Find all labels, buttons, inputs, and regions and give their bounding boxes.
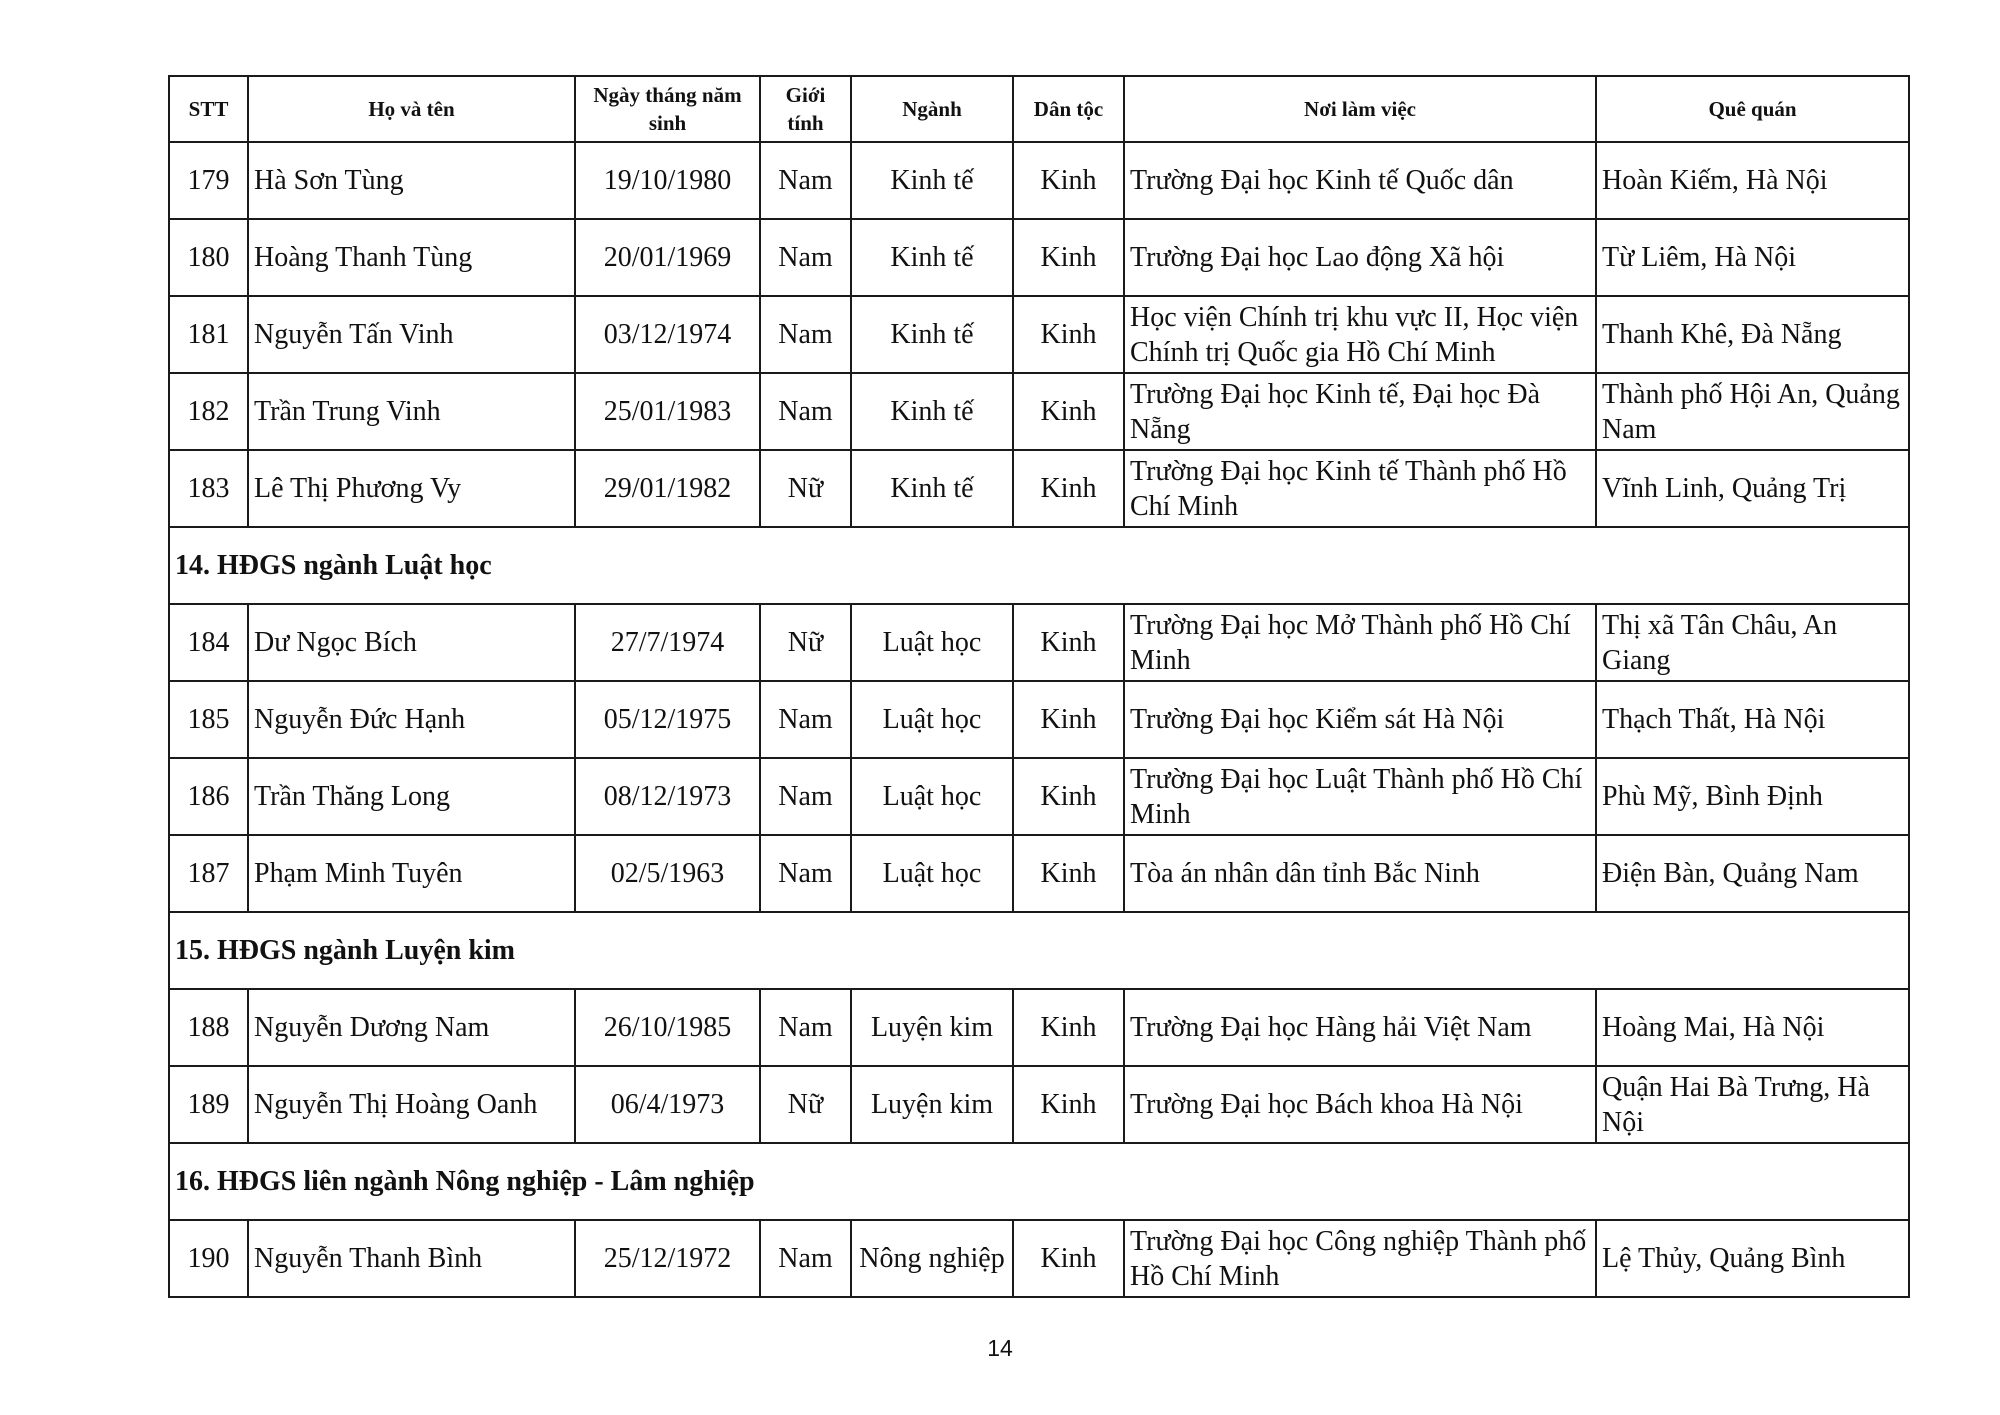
cell-field: Luật học [851,681,1013,758]
cell-name: Nguyễn Thị Hoàng Oanh [248,1066,575,1143]
cell-hometown: Hoàng Mai, Hà Nội [1596,989,1909,1066]
cell-workplace: Trường Đại học Mở Thành phố Hồ Chí Minh [1124,604,1596,681]
cell-ethnicity: Kinh [1013,758,1124,835]
cell-field: Luyện kim [851,1066,1013,1143]
header-stt: STT [169,76,248,142]
cell-dob: 25/01/1983 [575,373,760,450]
cell-field: Luật học [851,604,1013,681]
cell-gender: Nam [760,835,851,912]
cell-field: Kinh tế [851,373,1013,450]
cell-gender: Nam [760,758,851,835]
cell-dob: 25/12/1972 [575,1220,760,1297]
cell-hometown: Thạch Thất, Hà Nội [1596,681,1909,758]
cell-field: Kinh tế [851,142,1013,219]
cell-hometown: Thanh Khê, Đà Nẵng [1596,296,1909,373]
cell-field: Kinh tế [851,296,1013,373]
header-field: Ngành [851,76,1013,142]
cell-dob: 06/4/1973 [575,1066,760,1143]
table-row [169,681,1909,758]
cell-field: Nông nghiệp [851,1220,1013,1297]
section-title: 16. HĐGS liên ngành Nông nghiệp - Lâm nghiệp [169,1143,1909,1220]
cell-dob: 20/01/1969 [575,219,760,296]
cell-workplace: Trường Đại học Hàng hải Việt Nam [1124,989,1596,1066]
cell-name: Nguyễn Thanh Bình [248,1220,575,1297]
cell-ethnicity: Kinh [1013,681,1124,758]
cell-dob: 26/10/1985 [575,989,760,1066]
cell-name: Phạm Minh Tuyên [248,835,575,912]
header-workplace: Nơi làm việc [1124,76,1596,142]
header-hometown: Quê quán [1596,76,1909,142]
cell-stt: 182 [169,373,248,450]
cell-hometown: Lệ Thủy, Quảng Bình [1596,1220,1909,1297]
cell-name: Nguyễn Tấn Vinh [248,296,575,373]
cell-dob: 08/12/1973 [575,758,760,835]
cell-field: Luật học [851,758,1013,835]
table-row [169,219,1909,296]
table-row [169,1066,1909,1143]
cell-ethnicity: Kinh [1013,373,1124,450]
header-dob: Ngày tháng năm sinh [575,76,760,142]
section-title: 14. HĐGS ngành Luật học [169,527,1909,604]
cell-ethnicity: Kinh [1013,835,1124,912]
cell-hometown: Phù Mỹ, Bình Định [1596,758,1909,835]
table-row [169,450,1909,527]
cell-hometown: Quận Hai Bà Trưng, Hà Nội [1596,1066,1909,1143]
cell-dob: 19/10/1980 [575,142,760,219]
table-row [169,373,1909,450]
cell-ethnicity: Kinh [1013,1220,1124,1297]
cell-dob: 29/01/1982 [575,450,760,527]
cell-gender: Nam [760,681,851,758]
cell-stt: 184 [169,604,248,681]
header-ethnicity: Dân tộc [1013,76,1124,142]
page-number: 14 [987,1335,1013,1361]
section-header-row [169,1143,1909,1220]
cell-dob: 02/5/1963 [575,835,760,912]
cell-stt: 183 [169,450,248,527]
cell-ethnicity: Kinh [1013,1066,1124,1143]
cell-stt: 185 [169,681,248,758]
cell-field: Kinh tế [851,219,1013,296]
cell-field: Luật học [851,835,1013,912]
cell-gender: Nam [760,296,851,373]
header-name: Họ và tên [248,76,575,142]
cell-dob: 05/12/1975 [575,681,760,758]
cell-stt: 181 [169,296,248,373]
cell-workplace: Trường Đại học Kinh tế Quốc dân [1124,142,1596,219]
section-title: 15. HĐGS ngành Luyện kim [169,912,1909,989]
cell-name: Trần Trung Vinh [248,373,575,450]
table-header-row [169,76,1909,142]
cell-gender: Nữ [760,1066,851,1143]
cell-workplace: Trường Đại học Công nghiệp Thành phố Hồ Chí Minh [1124,1220,1596,1297]
cell-hometown: Hoàn Kiếm, Hà Nội [1596,142,1909,219]
cell-ethnicity: Kinh [1013,450,1124,527]
cell-hometown: Vĩnh Linh, Quảng Trị [1596,450,1909,527]
cell-workplace: Trường Đại học Luật Thành phố Hồ Chí Minh [1124,758,1596,835]
header-gender: Giới tính [760,76,851,142]
cell-stt: 189 [169,1066,248,1143]
table-row [169,604,1909,681]
cell-stt: 187 [169,835,248,912]
cell-workplace: Tòa án nhân dân tỉnh Bắc Ninh [1124,835,1596,912]
member-table [168,75,1910,1298]
cell-name: Lê Thị Phương Vy [248,450,575,527]
cell-name: Nguyễn Đức Hạnh [248,681,575,758]
cell-workplace: Trường Đại học Kinh tế, Đại học Đà Nẵng [1124,373,1596,450]
cell-hometown: Điện Bàn, Quảng Nam [1596,835,1909,912]
table-row [169,296,1909,373]
cell-ethnicity: Kinh [1013,989,1124,1066]
cell-ethnicity: Kinh [1013,604,1124,681]
cell-dob: 03/12/1974 [575,296,760,373]
cell-dob: 27/7/1974 [575,604,760,681]
cell-workplace: Trường Đại học Kiểm sát Hà Nội [1124,681,1596,758]
cell-ethnicity: Kinh [1013,142,1124,219]
cell-gender: Nữ [760,604,851,681]
cell-gender: Nam [760,1220,851,1297]
cell-workplace: Trường Đại học Bách khoa Hà Nội [1124,1066,1596,1143]
cell-stt: 190 [169,1220,248,1297]
cell-hometown: Thành phố Hội An, Quảng Nam [1596,373,1909,450]
table-row [169,989,1909,1066]
section-header-row [169,912,1909,989]
section-header-row [169,527,1909,604]
cell-hometown: Từ Liêm, Hà Nội [1596,219,1909,296]
cell-stt: 188 [169,989,248,1066]
table-row [169,758,1909,835]
cell-name: Dư Ngọc Bích [248,604,575,681]
cell-stt: 186 [169,758,248,835]
cell-hometown: Thị xã Tân Châu, An Giang [1596,604,1909,681]
cell-stt: 179 [169,142,248,219]
cell-workplace: Trường Đại học Kinh tế Thành phố Hồ Chí Minh [1124,450,1596,527]
cell-field: Kinh tế [851,450,1013,527]
cell-field: Luyện kim [851,989,1013,1066]
cell-ethnicity: Kinh [1013,219,1124,296]
cell-workplace: Trường Đại học Lao động Xã hội [1124,219,1596,296]
table-row [169,142,1909,219]
cell-gender: Nam [760,989,851,1066]
cell-gender: Nữ [760,450,851,527]
cell-name: Trần Thăng Long [248,758,575,835]
cell-name: Nguyễn Dương Nam [248,989,575,1066]
table-row [169,1220,1909,1297]
cell-workplace: Học viện Chính trị khu vực II, Học viện Chính trị Quốc gia Hồ Chí Minh [1124,296,1596,373]
cell-name: Hoàng Thanh Tùng [248,219,575,296]
cell-stt: 180 [169,219,248,296]
table-row [169,835,1909,912]
cell-name: Hà Sơn Tùng [248,142,575,219]
cell-gender: Nam [760,373,851,450]
cell-gender: Nam [760,142,851,219]
cell-gender: Nam [760,219,851,296]
cell-ethnicity: Kinh [1013,296,1124,373]
